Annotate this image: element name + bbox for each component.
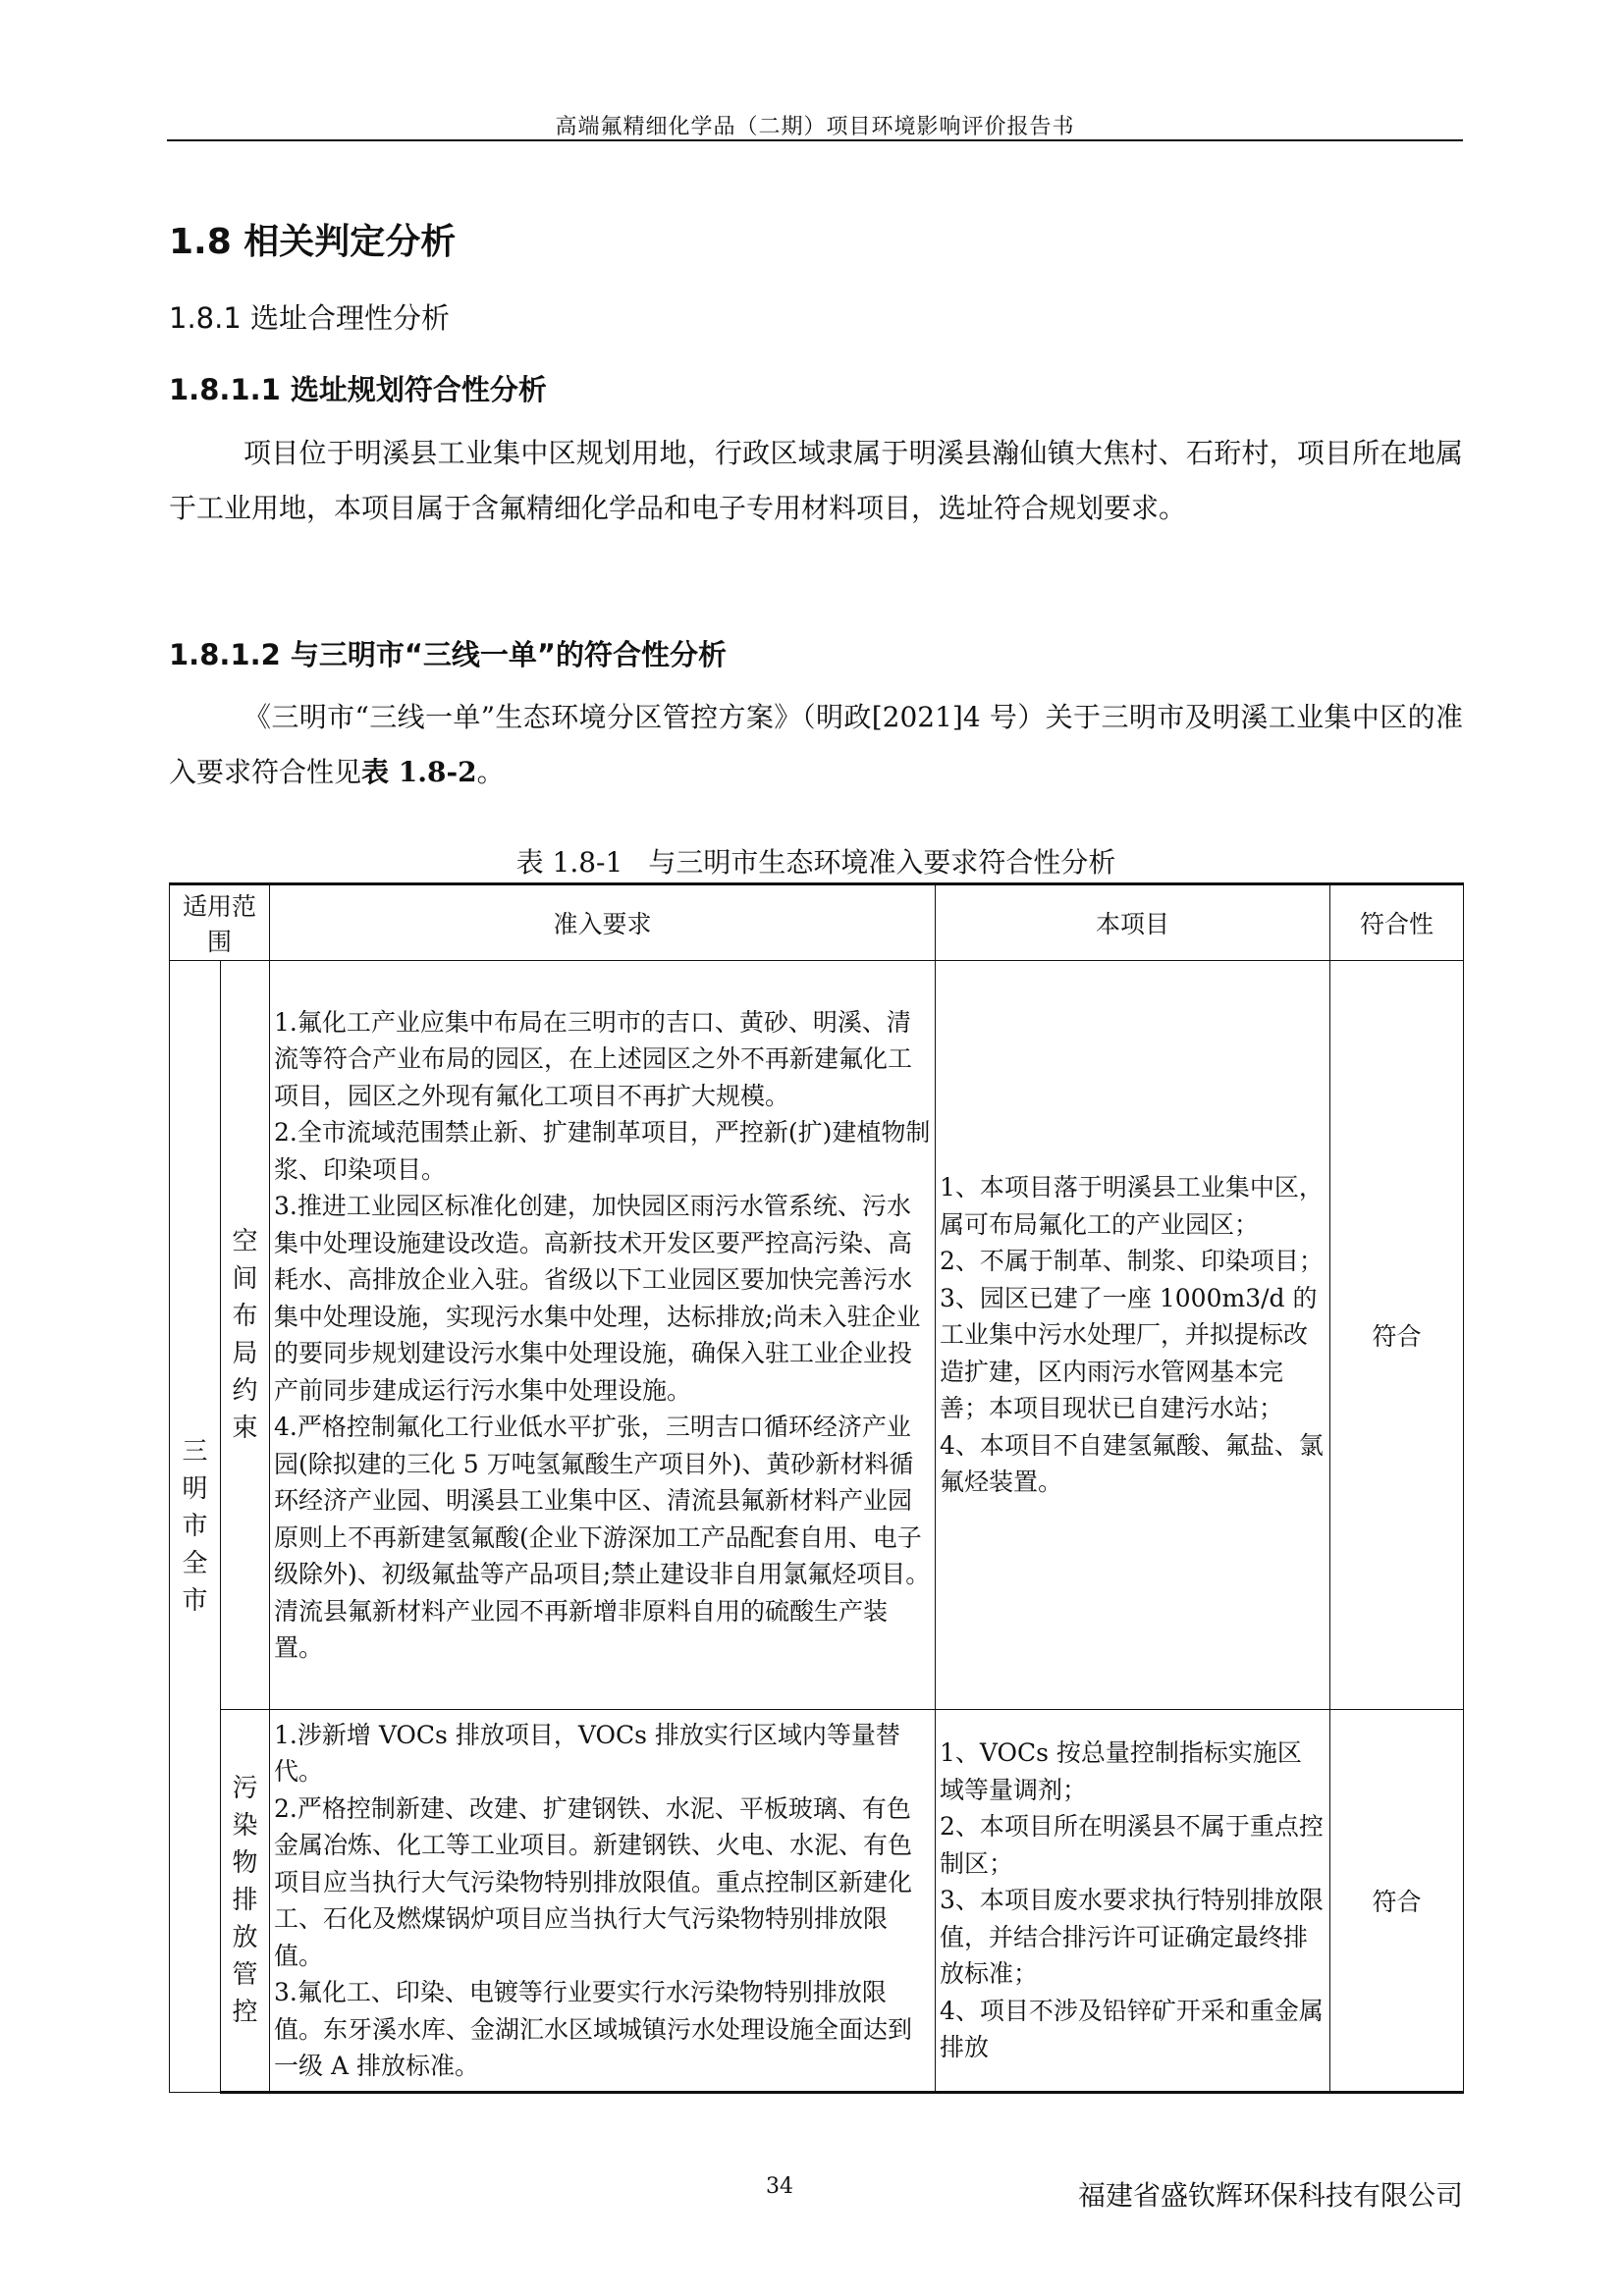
project-item: 1、本项目落于明溪县工业集中区，属可布局氟化工的产业园区； bbox=[940, 1173, 1324, 1239]
project-item: 3、园区已建了一座 1000m3/d 的工业集中污水处理厂，并拟提标改造扩建，区内雨污水管网基本完善；本项目现状已自建污水站； bbox=[940, 1283, 1318, 1423]
requirement-item: 2.全市流域范围禁止新、扩建制革项目，严控新(扩)建植物制浆、印染项目。 bbox=[274, 1118, 931, 1184]
table-caption bbox=[169, 841, 1463, 881]
table-row bbox=[170, 1710, 1464, 2093]
project-item: 4、本项目不自建氢氟酸、氟盐、氯氟烃装置。 bbox=[940, 1430, 1324, 1497]
project-item: 3、本项目废水要求执行特别排放限值，并结合排污许可证确定最终排放标准； bbox=[940, 1886, 1324, 1989]
section-heading-1-8-1-1: 1.8.1.1 选址规划符合性分析 bbox=[169, 373, 547, 406]
header-scope: 适用范围 bbox=[170, 884, 270, 961]
table-caption-text: 与三明市生态环境准入要求符合性分析 bbox=[648, 846, 1116, 879]
project-cell bbox=[936, 1710, 1330, 2093]
project-cell bbox=[936, 961, 1330, 1710]
project-item: 2、不属于制革、制浆、印染项目； bbox=[940, 1247, 1324, 1276]
table-header-row bbox=[170, 884, 1464, 961]
compliance-cell: 符合 bbox=[1330, 961, 1464, 1710]
paragraph-three-lines-one-list bbox=[169, 690, 1463, 800]
category-cell: 污染物排放管控 bbox=[221, 1710, 270, 2093]
project-item: 2、本项目所在明溪县不属于重点控制区； bbox=[940, 1812, 1324, 1878]
header-compliance: 符合性 bbox=[1330, 884, 1464, 961]
header-project: 本项目 bbox=[936, 884, 1330, 961]
requirement-cell bbox=[270, 961, 936, 1710]
requirement-cell bbox=[270, 1710, 936, 2093]
header-requirement: 准入要求 bbox=[270, 884, 936, 961]
requirement-item: 1.涉新增 VOCs 排放项目，VOCs 排放实行区域内等量替代。 bbox=[274, 1720, 900, 1786]
table-caption-number: 表 1.8-1 bbox=[515, 846, 623, 879]
footer-company: 福建省盛钦辉环保科技有限公司 bbox=[1077, 2179, 1463, 2212]
paragraph-end: 。 bbox=[476, 756, 505, 788]
category-cell: 空间布局约束 bbox=[221, 961, 270, 1710]
requirement-item: 1.氟化工产业应集中布局在三明市的吉口、黄砂、明溪、清流等符合产业布局的园区，在上述园区之外不再新建氟化工项目，园区之外现有氟化工项目不再扩大规模。 bbox=[274, 1007, 913, 1110]
table-row bbox=[170, 961, 1464, 1710]
section-heading-1-8: 1.8 相关判定分析 bbox=[169, 222, 457, 262]
requirements-table bbox=[169, 882, 1464, 2094]
page-number: 34 bbox=[766, 2174, 793, 2199]
paragraph-text: 《三明市“三线一单”生态环境分区管控方案》（明政[2021]4 号）关于三明市及明溪工业集中区的准入要求符合性见 bbox=[169, 701, 1463, 788]
region-cell: 三明市全市 bbox=[170, 961, 221, 2093]
project-item: 1、VOCs 按总量控制指标实施区域等量调剂； bbox=[940, 1738, 1302, 1804]
document-header-title: 高端氟精细化学品（二期）项目环境影响评价报告书 bbox=[555, 115, 1075, 139]
requirement-item: 3.推进工业园区标准化创建，加快园区雨污水管系统、污水集中处理设施建设改造。高新技术开发区要严控高污染、高耗水、高排放企业入驻。省级以下工业园区要加快完善污水集中处理设施，实现污水集中处理，达标排放;尚未入驻企业的要同步规划建设污水集中处理设施，确保入驻工业企业投产前同步建成运行污水集中处理设施。 bbox=[274, 1192, 921, 1405]
project-item: 4、项目不涉及铅锌矿开采和重金属排放 bbox=[940, 1996, 1324, 2062]
requirement-item: 2.严格控制新建、改建、扩建钢铁、水泥、平板玻璃、有色金属冶炼、化工等工业项目。新建钢铁、火电、水泥、有色项目应当执行大气污染物特别排放限值。重点控制区新建化工、石化及燃煤锅炉项目应当执行大气污染物特别排放限值。 bbox=[274, 1793, 913, 1970]
requirement-item: 3.氟化工、印染、电镀等行业要实行水污染物特别排放限值。东牙溪水库、金湖汇水区域城镇污水处理设施全面达到一级 A 排放标准。 bbox=[274, 1978, 913, 2080]
section-heading-1-8-1-2: 1.8.1.2 与三明市“三线一单”的符合性分析 bbox=[169, 638, 727, 671]
compliance-cell: 符合 bbox=[1330, 1710, 1464, 2093]
section-heading-1-8-1: 1.8.1 选址合理性分析 bbox=[169, 301, 451, 335]
table-reference: 表 1.8-2 bbox=[361, 756, 477, 788]
paragraph-site-planning: 项目位于明溪县工业集中区规划用地，行政区域隶属于明溪县瀚仙镇大焦村、石珩村，项目所在地属于工业用地，本项目属于含氟精细化学品和电子专用材料项目，选址符合规划要求。 bbox=[169, 437, 1463, 524]
requirement-item: 4.严格控制氟化工行业低水平扩张，三明吉口循环经济产业园(除拟建的三化 5 万吨氢氟酸生产项目外)、黄砂新材料循环经济产业园、明溪县工业集中区、清流县氟新材料产业园原则上不再新建氢氟酸(企业下游深加工产品配套自用、电子级除外)、初级氟盐等产品项目;禁止建设非自用氯氟烃项目。清流县氟新材料产业园不再新增非原料自用的硫酸生产装置。 bbox=[274, 1413, 931, 1662]
header-divider bbox=[167, 139, 1463, 141]
